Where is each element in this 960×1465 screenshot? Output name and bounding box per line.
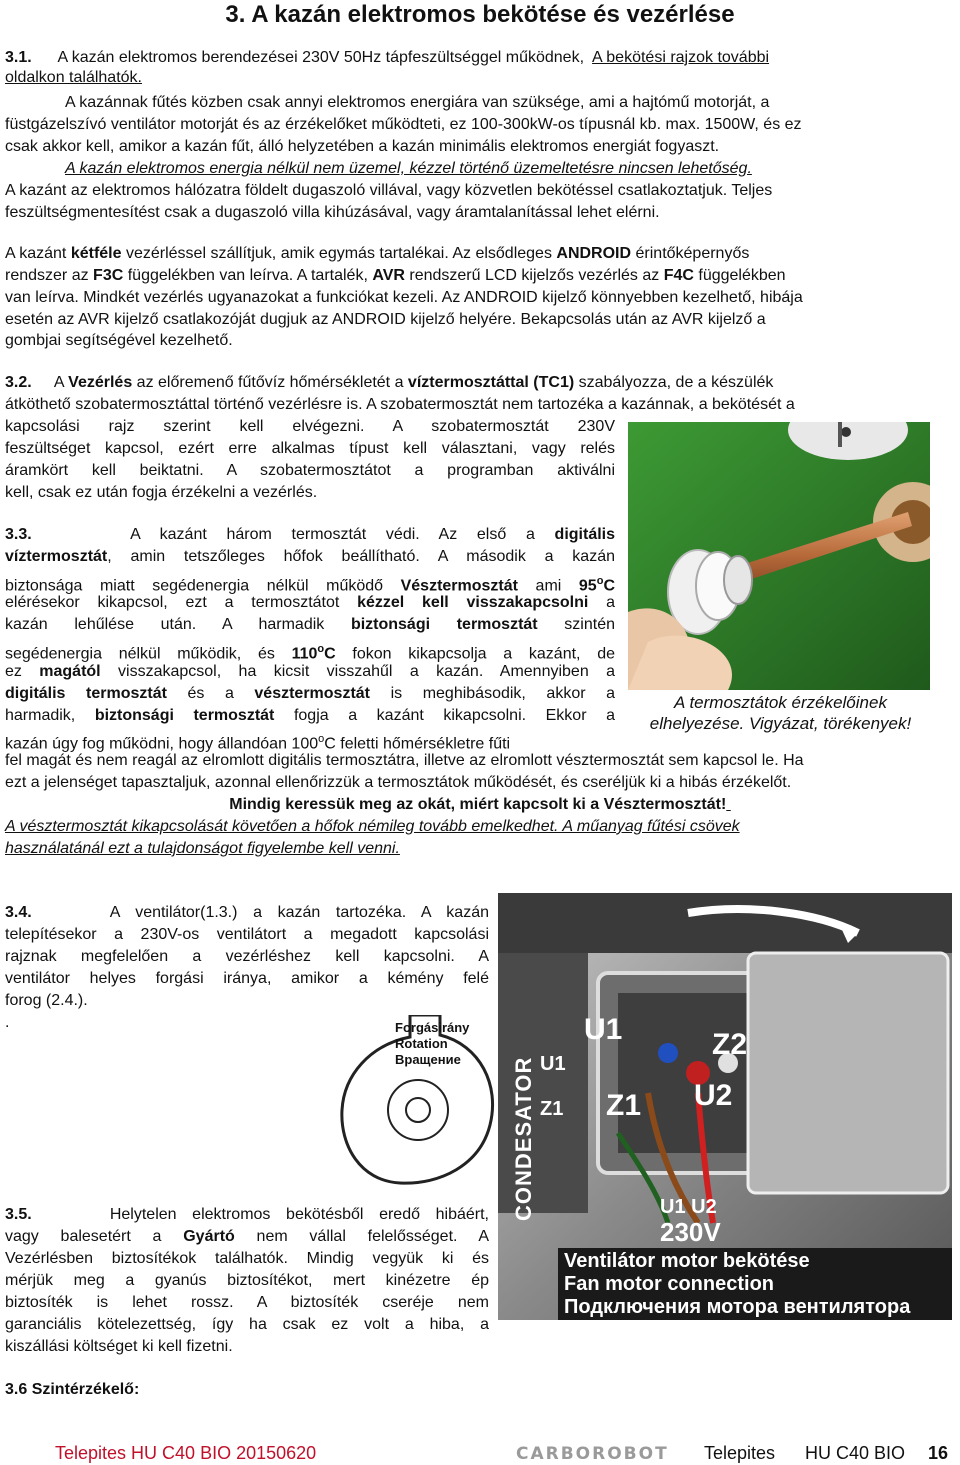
s32-l1e: szabályozza, de a készülék — [574, 374, 774, 391]
warning-underscore — [726, 796, 730, 813]
s31-l8: feszültségmentesítést csak a dugaszoló villa kihúzásával, vagy áramtalanítással lehet elérni. — [5, 204, 660, 221]
p2-l1b: kétféle — [70, 245, 122, 262]
s33-l3c: ami — [517, 577, 579, 595]
fan-rotation-diagram — [340, 1015, 500, 1185]
s33-l5a: kazán lehűlése után. A harmadik — [5, 616, 351, 633]
condensator-label-box — [504, 1056, 544, 1223]
s33-l3d: 95 — [578, 577, 597, 595]
s32-l6: kell, csak ez után fogja érzékelni a vezérlés. — [5, 484, 318, 501]
caption-line-1: A termosztátok érzékelőinek — [674, 693, 887, 712]
s34-l5: forog (2.4.). — [5, 992, 88, 1009]
s33-l7 — [5, 662, 615, 682]
s35-l2c: nem vállal felelősséget. A — [234, 1228, 489, 1245]
s33-l3f: C — [603, 577, 615, 595]
s36-heading: 3.6 Szintérzékelő: — [5, 1381, 140, 1398]
wiring-link-1[interactable]: A bekötési rajzok további — [592, 49, 770, 66]
p2-l2 — [5, 266, 786, 286]
s33-l6 — [5, 639, 615, 664]
p2-l1c: vezérléssel szállítjuk, amik egymás tartalékai. Az elsődleges — [121, 245, 557, 262]
footer-r2: HU C40 BIO — [805, 1443, 906, 1463]
footer-r1: Telepites — [704, 1443, 776, 1463]
s35-l3: Vezérlésben biztosítékok találhatók. Mindig vegyük ki és — [5, 1250, 489, 1267]
s31-l3: A kazánnak fűtés közben csak annyi elektromos energiára van szüksége, ami a hajtómű motorját, a — [65, 94, 770, 111]
thermostat-caption — [628, 692, 933, 734]
s33-l10b: o — [318, 733, 325, 745]
s33-number: 3.3. — [5, 526, 32, 543]
terminal-u1: U1 — [584, 1013, 623, 1046]
s32-l3: kapcsolási rajz szerint kell elvégezni. A szobatermosztát 230V — [5, 418, 615, 435]
s33-l9a: harmadik, — [5, 707, 95, 724]
s33-l2a: víztermosztát — [5, 548, 108, 565]
s33-l4a: elérésekor kikapcsol, ezt a termosztátot — [5, 594, 358, 611]
caption-line-2: elhelyezése. Vigyázat, törékenyek! — [649, 714, 912, 733]
p2-l3: van leírva. Mindkét vezérlés ugyanazokat a funkciókat kezeli. Az ANDROID kijelző könnyebben kezelhető, hibája — [5, 289, 803, 306]
p2-l2a: rendszer az — [5, 267, 94, 284]
bottom-terminals: U1 U2 — [660, 1196, 717, 1218]
s33-l8b: és a — [166, 685, 255, 702]
p2-l2d: AVR — [372, 267, 405, 284]
s32-l4: feszültséget kapcsol, ezért erre alkalmas típust kell választani, vagy relés — [5, 440, 615, 457]
motor-caption-ru: Подключения мотора вентилятора — [564, 1296, 911, 1318]
s32-l5: áramkört kell beiktatni. A szobatermosztátot a programban aktiválni — [5, 462, 615, 479]
s35-l4: mérjük meg a gyanús biztosítékot, mert kinézetre ép — [5, 1272, 489, 1289]
voltage-label: 230V — [660, 1217, 721, 1247]
s32-l1 — [5, 373, 773, 393]
s33-l7c: visszakapcsol, ha kicsit visszahűl a kazán. Amennyiben a — [100, 663, 615, 680]
s35-l7: kiszállási költséget ki kell fizetni. — [5, 1338, 233, 1355]
s33-l15: használatánál ezt a tulajdonságot figyelembe kell venni. — [5, 840, 400, 857]
s35-l5: biztosíték is lehet rossz. A biztosíték cseréje nem — [5, 1294, 489, 1311]
s33-l10a: kazán úgy fog működni, hogy állandóan 100 — [5, 735, 319, 753]
motor-caption-en: Fan motor connection — [564, 1273, 774, 1295]
s33-l9 — [5, 706, 615, 726]
s34-l6: . — [5, 1014, 10, 1031]
page-number: 16 — [928, 1443, 949, 1463]
footer-left: Telepites HU C40 BIO 20150620 — [55, 1443, 317, 1463]
s33-l6b: 110 — [291, 645, 318, 663]
s34-l1-text: A ventilátor(1.3.) a kazán tartozéka. A kazán — [109, 904, 489, 921]
s33-l5 — [5, 615, 615, 635]
p2-l2g: függelékben — [693, 267, 786, 284]
s34-l3: rajznak megfelelően a vezérléshez kell kapcsolni. A — [5, 948, 489, 965]
rotation-hu: Forgásirány — [395, 1020, 470, 1035]
terminal-z2: Z2 — [712, 1028, 748, 1061]
s35-number: 3.5. — [5, 1206, 32, 1223]
s31-number: 3.1. — [5, 49, 32, 66]
s33-l8a: digitális termosztát — [5, 685, 167, 702]
s33-l3e: o — [596, 575, 604, 587]
s33-l11: fel magát és nem reagál az elromlott digitális termosztátra, illetve az elromlott vésztermosztát sem kapcsol le. Ha — [5, 752, 804, 769]
s34-l2: telepítésekor a 230V-os ventilátort a megadott kapcsolási — [5, 926, 489, 943]
s33-l7a: ez — [5, 663, 40, 680]
s33-l3b: Vésztermosztát — [400, 577, 518, 595]
s35-l2a: vagy balesetért a — [5, 1228, 184, 1245]
s33-l1b: digitális — [554, 526, 615, 543]
s32-l1c: az előremenő fűtővíz hőmérsékletét a — [132, 374, 408, 391]
s33-l4 — [5, 593, 615, 613]
condensator-label: CONDESATOR — [511, 1056, 536, 1221]
s33-l1 — [5, 525, 615, 545]
s34-number: 3.4. — [5, 904, 32, 921]
s31-l7: A kazánt az elektromos hálózatra földelt dugaszoló villával, vagy közvetlen bekötéssel csatlakoztatjuk. Teljes — [5, 182, 773, 199]
rotation-en: Rotation — [395, 1036, 448, 1051]
s34-l4: ventilátor helyes forgási iránya, amikor a kémény felé — [5, 970, 489, 987]
s33-l9b: biztonsági termosztát — [94, 707, 275, 724]
s33-l14: A vésztermosztát kikapcsolását követően a hőfok némileg tovább emelkedhet. A műanyag fűtési csövek — [5, 818, 740, 835]
s33-l4c: a — [588, 594, 615, 611]
s32-l1d: víztermosztáttal (TC1) — [407, 374, 575, 391]
p2-l2f: F4C — [663, 267, 694, 284]
s32-l1b: Vezérlés — [68, 374, 133, 391]
s32-number: 3.2. — [5, 374, 32, 391]
carborobot-logo: CARBOROBOT — [516, 1444, 669, 1464]
s33-l5c: szintén — [537, 616, 615, 633]
motor-caption-block — [564, 1250, 910, 1319]
rotation-ru: Вращение — [395, 1052, 461, 1067]
s33-l8d: is meghibásodik, akkor a — [370, 685, 615, 702]
s32-l2: átköthető szobatermosztáttal történő vezérlésre is. A szobatermosztát nem tartozéka a kazánnak, a bekötését a — [5, 396, 795, 413]
wiring-link-2[interactable]: oldalkon találhatók. — [5, 69, 142, 86]
s31-line1 — [5, 48, 769, 68]
s33-l6d: C — [324, 645, 336, 663]
fan-motor-connection-photo — [498, 893, 952, 1320]
terminal-u2: U2 — [694, 1079, 733, 1112]
p2-l1e: érintőképernyős — [631, 245, 750, 262]
s35-l2b: Gyártó — [183, 1228, 235, 1245]
rotation-labels — [395, 1020, 469, 1068]
s33-l9c: fogja a kazánt kikapcsolni. Ekkor a — [274, 707, 615, 724]
s33-l8c: vésztermosztát — [254, 685, 371, 702]
s33-l12: ezt a jelenséget tapasztaljuk, azonnal ellenőrizzük a termosztátok működését, és cseréljük ki a hibás érzékelőt. — [5, 774, 792, 791]
s33-l4b: kézzel kell visszakapcsolni — [357, 594, 589, 611]
s33-l1a: A kazánt három termosztát védi. Az első a — [130, 526, 555, 543]
s33-l6e: fokon kikapcsolja a kazánt, de — [335, 645, 615, 663]
s35-l1-text: Helytelen elektromos bekötésből eredő hibáért, — [109, 1206, 489, 1223]
s33-l13-warning — [0, 795, 960, 815]
s31-l1-text: A kazán elektromos berendezései 230V 50Hz tápfeszültséggel működnek, — [57, 49, 585, 66]
p2-l1a: A kazánt — [5, 245, 71, 262]
p2-l2e: rendszerű LCD kijelzős vezérlés az — [404, 267, 664, 284]
page-title: 3. A kazán elektromos bekötése és vezérlése — [225, 1, 735, 28]
s35-l2 — [5, 1227, 489, 1247]
s33-l2 — [5, 547, 615, 567]
s33-l6a: segédenergia nélkül működik, és — [5, 645, 292, 663]
thermostat-photo-art — [628, 422, 930, 690]
s34-l1 — [5, 903, 489, 923]
s33-l10c: C feletti hőmérsékletre fűti — [324, 735, 511, 753]
s33-l2b: , amin tetszőleges hőfok beállítható. A második a kazán — [107, 548, 615, 565]
s33-l3a: biztonsága miatt segédenergia nélkül működő — [5, 577, 401, 595]
p2-l1 — [5, 244, 749, 264]
terminal-z1-small: Z1 — [540, 1098, 564, 1120]
terminal-u1-small: U1 — [540, 1053, 566, 1075]
s31-l6: A kazán elektromos energia nélkül nem üzemel, kézzel történő üzemeltetésre nincsen lehetőség. — [65, 160, 752, 177]
s33-l8 — [5, 684, 615, 704]
warning-text: Mindig keressük meg az okát, miért kapcsolt ki a Vésztermosztát! — [229, 796, 727, 813]
p2-l4: esetén az AVR kijelző csatlakozóját dugjuk az ANDROID kijelző helyére. Bekapcsolás után az AVR kijelző a — [5, 311, 766, 328]
motor-caption-hu: Ventilátor motor bekötése — [564, 1250, 810, 1272]
p2-l5: gombjai segítségével kezelhető. — [5, 332, 233, 349]
thermostat-sensor-photo — [628, 422, 930, 690]
s35-l6: garanciális kötelezettség, így ha csak ez volt a hiba, a — [5, 1316, 489, 1333]
s33-l5b: biztonsági termosztát — [350, 616, 538, 633]
terminal-z1: Z1 — [606, 1089, 642, 1122]
s35-l1 — [5, 1205, 489, 1225]
p2-l1d: ANDROID — [556, 245, 632, 262]
s31-l5: csak akkor kell, amikor a kazán fűt, álló helyzetében a kazán minimális elektromos energiát fogyaszt. — [5, 138, 720, 155]
s33-l6c: o — [317, 643, 325, 655]
s32-l1a: A — [53, 374, 69, 391]
s33-l7b: magától — [39, 663, 101, 680]
s31-l4: füstgázelszívó ventilátor motorját és az érzékelőket működteti, ez 100-300kW-os típusnál kb. max. 1500W, és ez — [5, 116, 802, 133]
p2-l2b: F3C — [93, 267, 124, 284]
p2-l2c: függelékben van leírva. A tartalék, — [123, 267, 373, 284]
